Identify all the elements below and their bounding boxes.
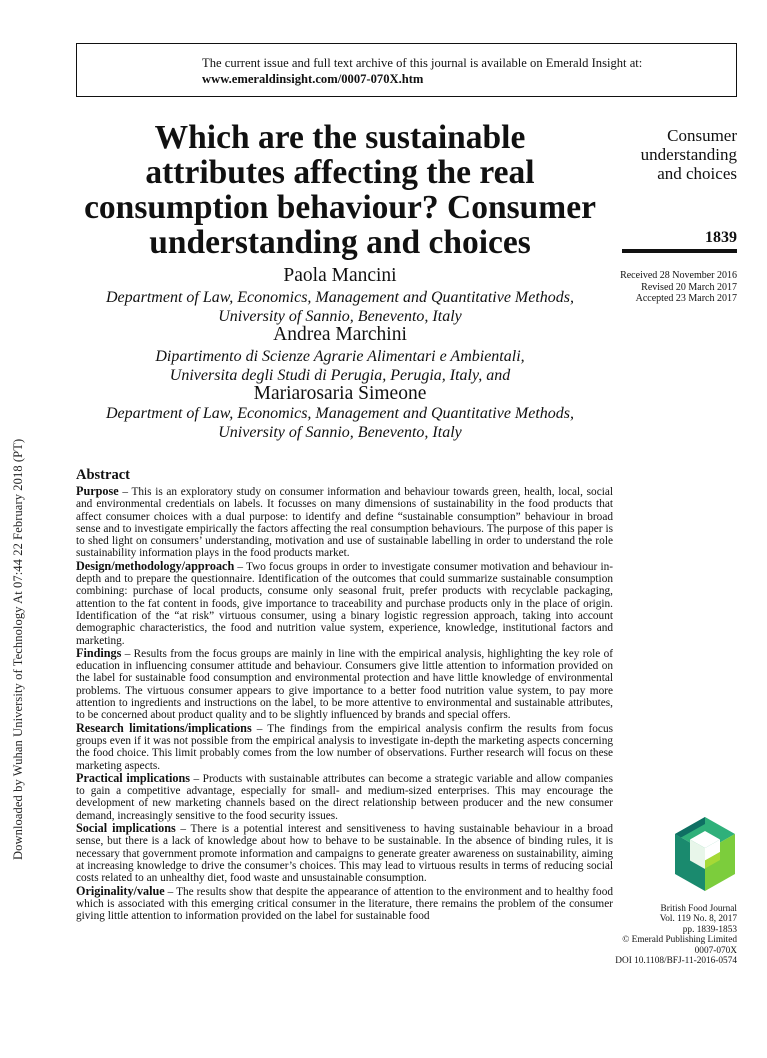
abstract-section — [76, 722, 613, 772]
download-note: Downloaded by Wuhan University of Technology At 07:44 22 February 2018 (PT) — [11, 438, 25, 860]
section-label: Design/methodology/approach — [76, 558, 235, 573]
author-affiliation — [60, 347, 620, 385]
section-text: – This is an exploratory study on consumer information and behaviour towards green, health, local, social and environmental credentials on labels. It focusses on many dimensions of sustainability in the food products that affect consumer choices with a dual purpose: to identify and define “sustainable consumption” behaviour in broad sense and to investigate empirically the factors affecting the real consumption behaviours. The purpose of this paper is to shed light on consumers’ understanding, motivation and use of sustainable labelling in order to understand the role sustainability information plays in the food products market. — [76, 486, 613, 560]
running-head-line: understanding — [640, 145, 737, 164]
author-name: Mariarosaria Simeone — [253, 383, 427, 404]
journal-pages: pp. 1839-1853 — [682, 924, 737, 935]
emerald-logo-icon — [673, 815, 737, 893]
section-label: Practical implications — [76, 770, 191, 785]
journal-volume: Vol. 119 No. 8, 2017 — [659, 914, 737, 925]
journal-copyright: © Emerald Publishing Limited — [622, 935, 737, 946]
section-text: – The findings from the empirical analysis confirm the results from focus groups even if it was not possible from the empirical analysis to investigate in-depth the marketing aspects concerning the food choice. This limit probably comes from the low number of observations. Further research will focus on these marketing aspects. — [76, 722, 613, 772]
abstract-body — [76, 485, 613, 922]
date-received: Received 28 November 2016 — [620, 270, 737, 281]
abstract-section — [76, 647, 613, 722]
journal-url-link[interactable]: www.emeraldinsight.com/0007-070X.htm — [202, 72, 424, 86]
title-line: consumption behaviour? Consumer — [84, 189, 596, 226]
section-text: – Products with sustainable attributes can become a strategic variable and allow companies to gain a competitive advantage, especially for small- and medium-sized enterprises. This may encourage the development of new marketing channels based on the direct relationship between producer and the new consumer demand, increasingly sensitive to the food security issues. — [76, 772, 613, 822]
section-text: – The results show that despite the appearance of attention to the environment and to healthy food which is associated with this emerging critical consumer in the literature, there remains the problem of the consumer giving little attention to information provided on the label for sustainable food — [76, 885, 613, 923]
author-affiliation — [60, 288, 620, 326]
affiliation-line: Department of Law, Economics, Management and Quantitative Methods, — [105, 289, 575, 306]
running-head-line: and choices — [657, 164, 737, 183]
journal-availability-box — [76, 43, 737, 97]
submission-dates — [600, 270, 737, 305]
journal-name: British Food Journal — [660, 904, 737, 914]
abstract-section — [76, 822, 613, 884]
affiliation-line: University of Sannio, Benevento, Italy — [218, 424, 462, 441]
journal-issn: 0007-070X — [694, 945, 737, 956]
journal-info — [600, 904, 737, 966]
abstract-section — [76, 772, 613, 822]
affiliation-line: Dipartimento di Scienze Agrarie Alimentari e Ambientali, — [155, 348, 525, 365]
section-text: – Results from the focus groups are mainly in line with the empirical analysis, highlighting the key role of education in influencing consumer attitude and behaviour. Consumers give little attention to information provided on the label for sustainable food consumption and environmental protection and have little knowledge of environmental problems. The virtuous consumer appears to give importance to a better food nutrition value system, to pay more attention to ingredients and instructions on the label, to be more attentive to environmental and sustainable attributes, to be concerned about product quality and to be slightly influenced by brands and special offers. — [76, 647, 613, 722]
running-head — [610, 126, 737, 183]
page-number: 1839 — [705, 229, 737, 246]
section-text: – Two focus groups in order to investigate consumer motivation and behaviour in-depth and to prepare the questionnaire. Identification of the outcomes that could summarize sustainable consumption combining: purchase of local products, consume only seasonal fruit, prefer products with recyclable packaging, attention to the fat content in foods, give importance to traceability and purchase products only in the place of origin. Identification of the “at risk” virtuous consumer, using a binary logistic regression approach, taking into account demographic characteristics, the food and nutrition value system, experience, knowledge, institutional factors and marketing. — [76, 560, 613, 647]
running-head-line: Consumer — [667, 126, 737, 145]
abstract-section — [76, 485, 613, 560]
availability-text: The current issue and full text archive of this journal is available on Emerald Insight at: — [202, 56, 643, 70]
section-label: Purpose — [76, 484, 119, 498]
margin-rule — [622, 249, 737, 253]
journal-doi: DOI 10.1108/BFJ-11-2016-0574 — [615, 956, 737, 967]
date-accepted: Accepted 23 March 2017 — [635, 293, 737, 304]
section-label: Originality/value — [76, 883, 165, 898]
article-title — [60, 120, 620, 260]
author-affiliation — [60, 404, 620, 442]
author-name: Paola Mancini — [283, 265, 397, 286]
author-name: Andrea Marchini — [273, 324, 407, 345]
title-line: attributes affecting the real — [145, 154, 535, 191]
section-text: – There is a potential interest and sensitiveness to having sustainable behaviour in a broad sense, but there is a lack of knowledge about how to behave to be sustainable. In the absence of binding rules, it is necessary that government promote information and campaigns to generate greater awareness on sustainability, aiming at increasing knowledge to drive the consumer’s choices. This may lead to virtuous results in terms of reducing social costs related to an unhealthy diet, food waste and unsustainable consumption. — [76, 823, 613, 885]
title-line: understanding and choices — [149, 224, 531, 261]
affiliation-line: Universita degli Studi di Perugia, Perugia, Italy, and — [169, 367, 511, 384]
abstract-section — [76, 885, 613, 923]
title-line: Which are the sustainable — [154, 119, 526, 156]
affiliation-line: Department of Law, Economics, Management and Quantitative Methods, — [105, 405, 575, 422]
section-label: Findings — [76, 645, 122, 660]
abstract-heading: Abstract — [76, 467, 130, 483]
section-label: Social implications — [76, 821, 176, 836]
affiliation-line: University of Sannio, Benevento, Italy — [218, 308, 462, 325]
section-label: Research limitations/implications — [76, 720, 252, 735]
date-revised: Revised 20 March 2017 — [641, 281, 737, 293]
abstract-section — [76, 560, 613, 647]
